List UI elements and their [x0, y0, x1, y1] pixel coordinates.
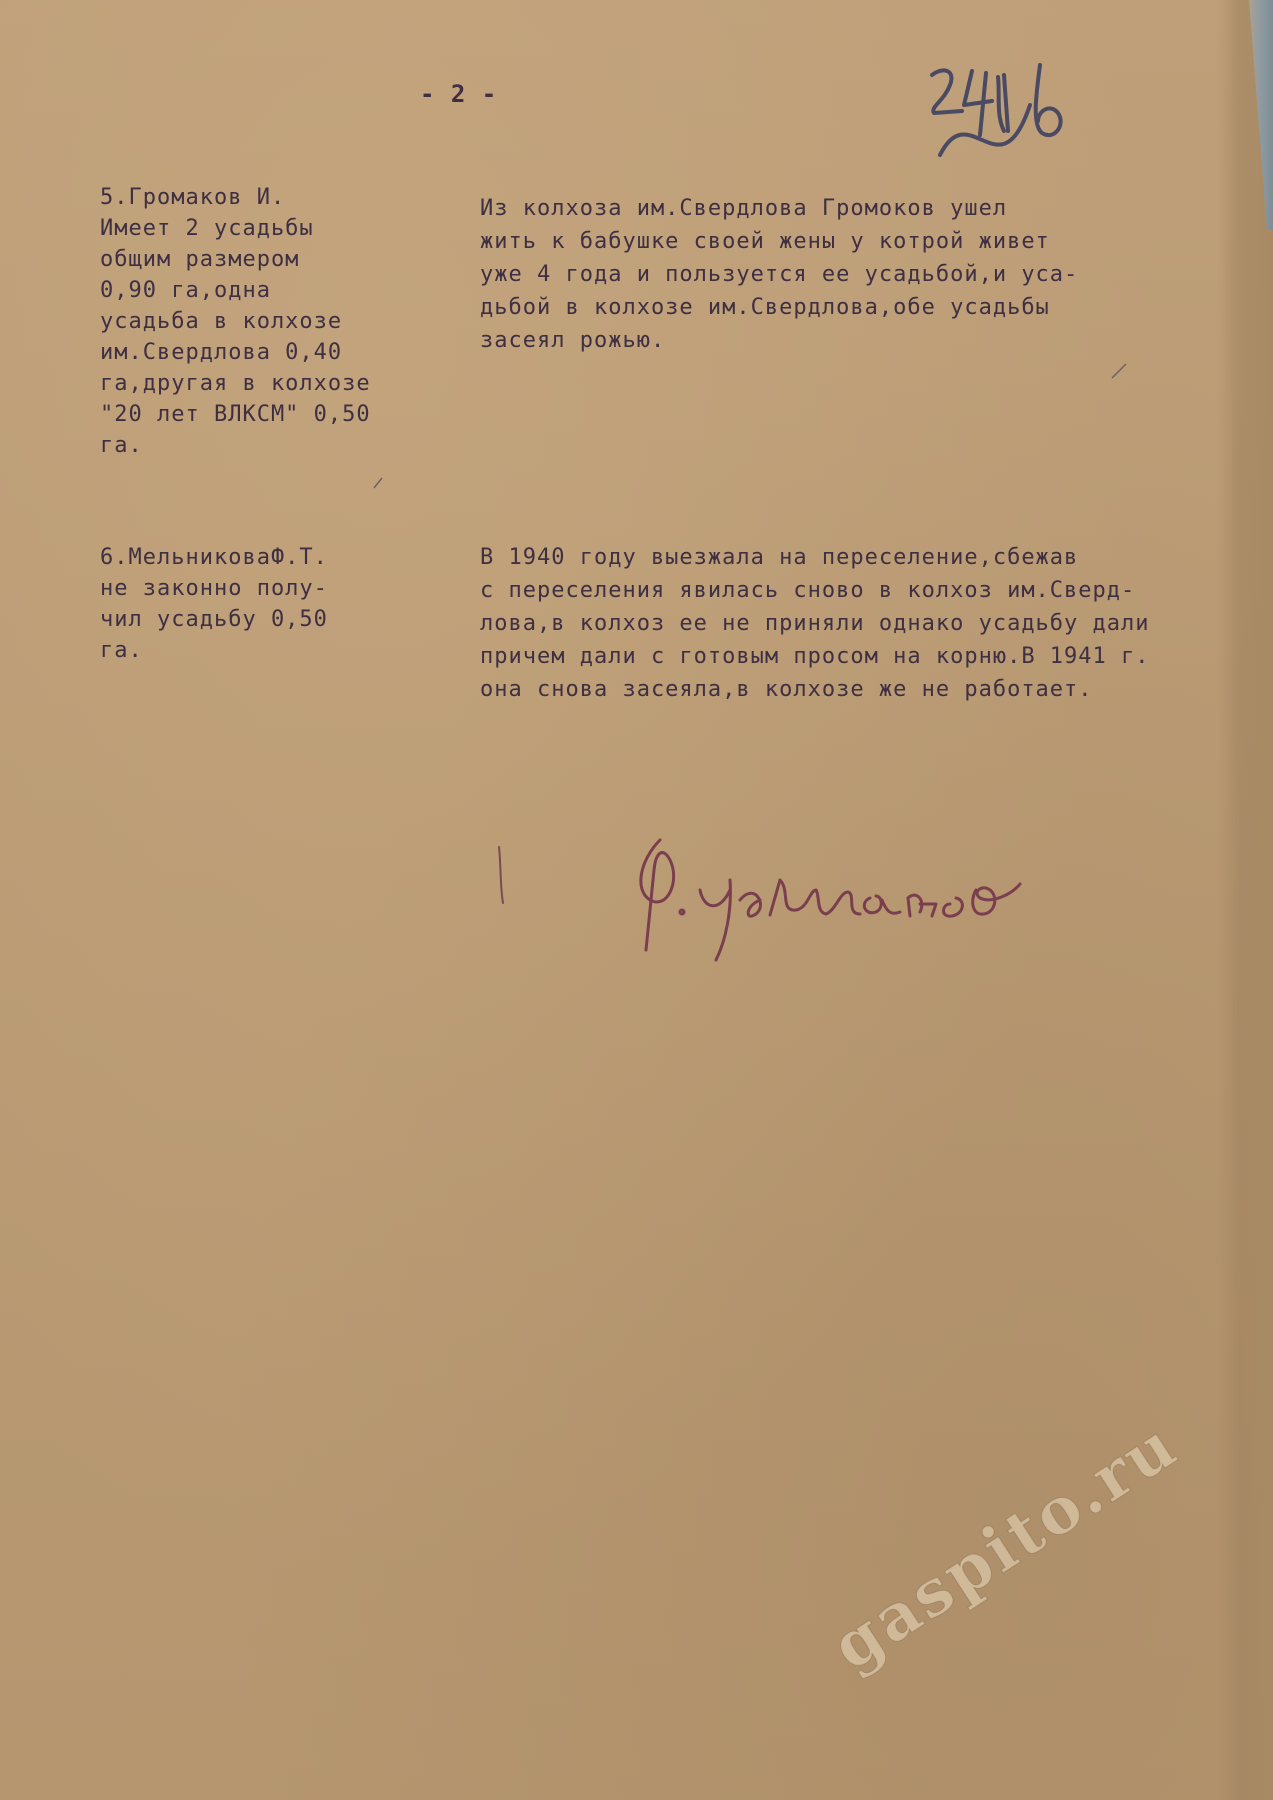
watermark: gaspito.ru [819, 1406, 1192, 1685]
pencil-tick-mark [496, 845, 506, 905]
entry-6-text-line: с переселения явилась сново в колхоз им.Сверд- [480, 578, 1136, 603]
entry-5-line: "20 лет ВЛКСМ" 0,50 [100, 402, 371, 427]
entry-5-line: га. [100, 433, 143, 458]
entry-5-line: Имеет 2 усадьбы [100, 216, 314, 241]
entry-6-line: не законно полу- [100, 576, 328, 601]
entry-5-line: усадьба в колхозе [100, 309, 343, 334]
entry-5-line: 0,90 га,одна [100, 278, 271, 303]
entry-6-line: чил усадьбу 0,50 [100, 607, 328, 632]
entry-5-line: га,другая в колхозе [100, 371, 371, 396]
pencil-mark [370, 472, 390, 492]
entry-5-text-line: Из колхоза им.Свердлова Громоков ушел [480, 196, 1008, 221]
signature [620, 820, 1040, 970]
entry-6-text-line: лова,в колхоз ее не приняли однако усадьбу дали [480, 611, 1150, 636]
entry-6-summary [100, 542, 420, 666]
entry-6-description [480, 541, 1200, 706]
entry-5-text-line: уже 4 года и пользуется ее усадьбой,и уса- [480, 262, 1079, 287]
entry-6-text-line: она снова засеяла,в колхозе же не работает. [480, 677, 1093, 702]
page-number: - 2 - [420, 80, 498, 108]
pencil-mark [1110, 360, 1130, 380]
entry-5-description [480, 192, 1200, 357]
entry-5-line: им.Свердлова 0,40 [100, 340, 343, 365]
entry-6-text-line: причем дали с готовым просом на корню.В 1941 г. [480, 644, 1150, 669]
entry-6-line: га. [100, 638, 143, 663]
page-edge-shadow [1217, 0, 1273, 1800]
entry-6-line: 6.МельниковаФ.Т. [100, 545, 328, 570]
entry-5-line: общим размером [100, 247, 300, 272]
handwritten-archive-number [920, 55, 1100, 185]
entry-5-text-line: жить к бабушке своей жены у котрой живет [480, 229, 1050, 254]
entry-5-text-line: дьбой в колхозе им.Свердлова,обе усадьбы [480, 295, 1050, 320]
entry-5-summary [100, 182, 420, 461]
entry-5-text-line: засеял рожью. [480, 328, 666, 353]
entry-6-text-line: В 1940 году выезжала на переселение,сбежав [480, 545, 1079, 570]
entry-5-line: 5.Громаков И. [100, 185, 286, 210]
